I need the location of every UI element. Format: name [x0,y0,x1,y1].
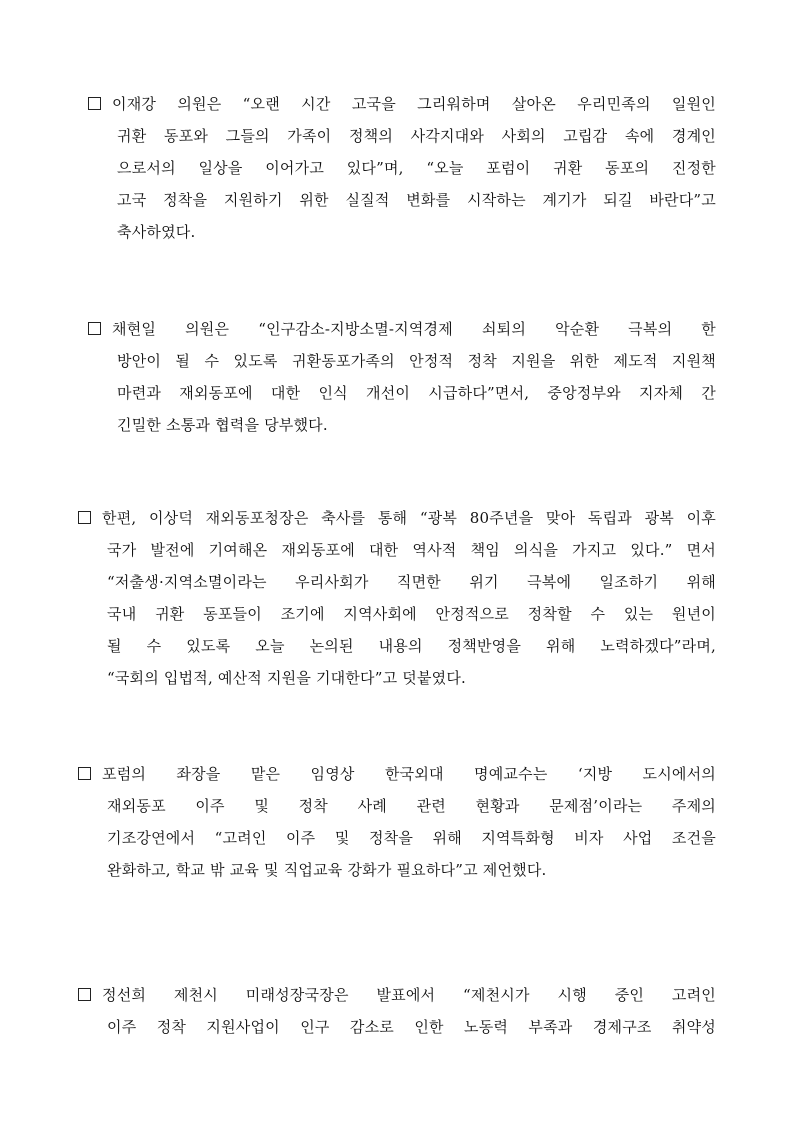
paragraph-line: 재외동포 이주 및 정착 사례 관련 현황과 문제점’이라는 주제의 [107,797,716,815]
paragraph-line: 긴밀한 소통과 협력을 당부했다. [117,416,328,434]
paragraph-line: 채현일 의원은 “인구감소-지방소멸-지역경제 쇠퇴의 악순환 극복의 한 [88,313,716,345]
paragraph-4 [78,758,716,886]
paragraph-line: 이재강 의원은 “오랜 시간 고국을 그리워하며 살아온 우리민족의 일원인 [88,88,716,120]
paragraph-5 [78,979,716,1043]
checkbox-bullet-icon [78,767,91,780]
paragraph-1 [88,88,716,248]
paragraph-3 [78,502,716,694]
paragraph-line: “국회의 입법적, 예산적 지원을 기대한다”고 덧붙였다. [107,669,467,687]
paragraph-line: 될 수 있도록 오늘 논의된 내용의 정책반영을 위해 노력하겠다”라며, [107,637,716,655]
paragraph-line: 정선희 제천시 미래성장국장은 발표에서 “제천시가 시행 중인 고려인 [78,979,716,1011]
paragraph-line: “저출생·지역소멸이라는 우리사회가 직면한 위기 극복에 일조하기 위해 [107,573,716,591]
paragraph-line: 마련과 재외동포에 대한 인식 개선이 시급하다”면서, 중앙정부와 지자체 간 [117,384,716,402]
paragraph-line: 국가 발전에 기여해온 재외동포에 대한 역사적 책임 의식을 가지고 있다.” 면서 [107,541,716,559]
paragraph-line: 완화하고, 학교 밖 교육 및 직업교육 강화가 필요하다”고 제언했다. [107,861,547,879]
checkbox-bullet-icon [88,97,101,110]
checkbox-bullet-icon [88,322,101,335]
paragraph-line: 기조강연에서 “고려인 이주 및 정착을 위해 지역특화형 비자 사업 조건을 [107,829,716,847]
paragraph-2 [88,313,716,441]
paragraph-line: 이주 정착 지원사업이 인구 감소로 인한 노동력 부족과 경제구조 취약성 [107,1018,716,1036]
paragraph-line: 한편, 이상덕 재외동포청장은 축사를 통해 “광복 80주년을 맞아 독립과 광복 이후 [78,502,716,534]
checkbox-bullet-icon [78,511,91,524]
paragraph-line: 축사하였다. [117,223,196,241]
paragraph-line: 포럼의 좌장을 맡은 임영상 한국외대 명예교수는 ‘지방 도시에서의 [78,758,716,790]
paragraph-line: 방안이 될 수 있도록 귀환동포가족의 안정적 정착 지원을 위한 제도적 지원책 [117,352,716,370]
checkbox-bullet-icon [78,988,91,1001]
paragraph-line: 귀환 동포와 그들의 가족이 정책의 사각지대와 사회의 고립감 속에 경계인 [117,127,716,145]
paragraph-line: 으로서의 일상을 이어가고 있다”며, “오늘 포럼이 귀환 동포의 진정한 [117,159,716,177]
paragraph-line: 국내 귀환 동포들이 조기에 지역사회에 안정적으로 정착할 수 있는 원년이 [107,605,716,623]
paragraph-line: 고국 정착을 지원하기 위한 실질적 변화를 시작하는 계기가 되길 바란다”고 [117,191,716,209]
